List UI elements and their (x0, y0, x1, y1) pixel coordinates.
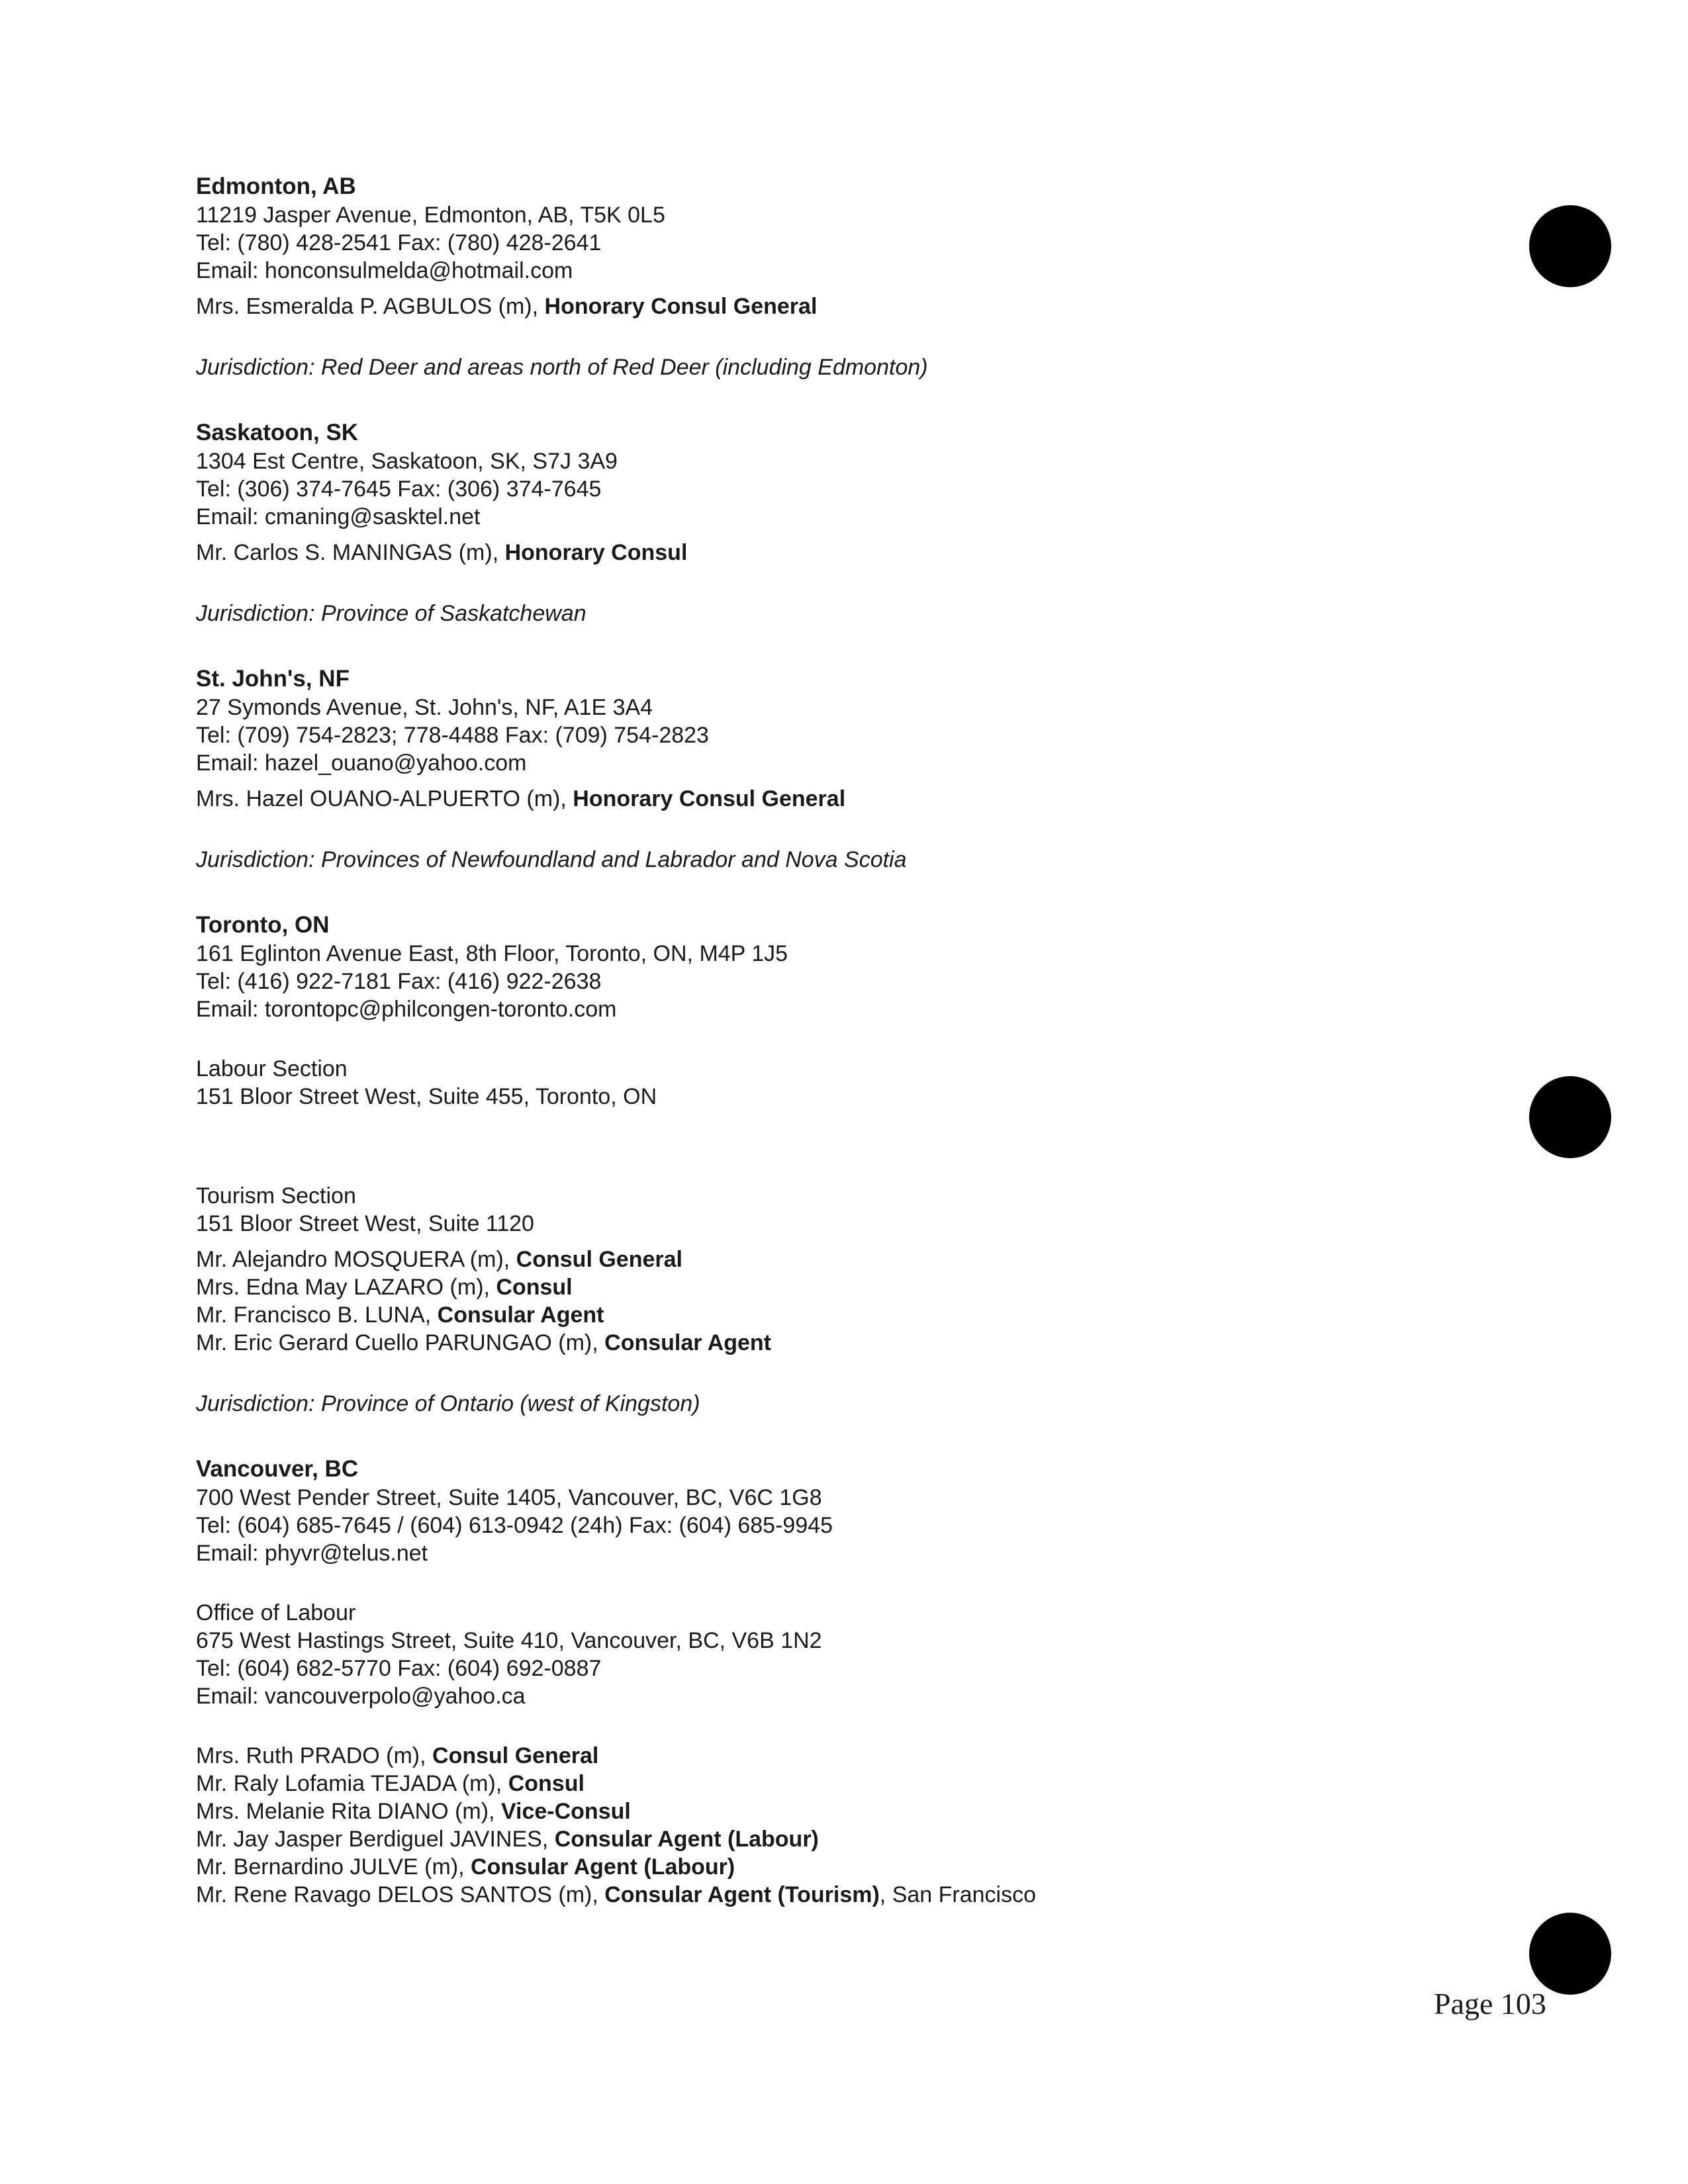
official-title: Honorary Consul General (544, 294, 818, 319)
official-name: Mr. Bernardino JULVE (m), (196, 1854, 471, 1880)
punch-hole-middle (1529, 1076, 1611, 1158)
office-email: Email: phyvr@telus.net (196, 1541, 428, 1566)
official-line (196, 1301, 1487, 1329)
office-address: 27 Symonds Avenue, St. John's, NF, A1E 3A4 (196, 695, 653, 720)
official-line (196, 1329, 1487, 1357)
punch-hole-top (1529, 205, 1611, 287)
official-name: Mrs. Melanie Rita DIANO (m), (196, 1799, 501, 1824)
office-email: Email: honconsulmelda@hotmail.com (196, 258, 573, 283)
official-line (196, 293, 1487, 320)
official-title: Vice-Consul (500, 1799, 631, 1824)
labour-office-email: Email: vancouverpolo@yahoo.ca (196, 1684, 526, 1709)
official-name: Mr. Carlos S. MANINGAS (m), (196, 540, 505, 565)
office-address: 161 Eglinton Avenue East, 8th Floor, Toronto, ON, M4P 1J5 (196, 941, 788, 966)
tourism-section-address: 151 Bloor Street West, Suite 1120 (196, 1211, 534, 1236)
official-name: Mr. Raly Lofamia TEJADA (m), (196, 1771, 508, 1796)
official-title: Consul (508, 1771, 585, 1796)
labour-office-title: Office of Labour (196, 1600, 356, 1625)
office-edmonton (196, 172, 1487, 381)
official-line (196, 1797, 1487, 1825)
document-body (196, 172, 1487, 1909)
office-jurisdiction: Jurisdiction: Provinces of Newfoundland and Labrador and Nova Scotia (196, 847, 907, 872)
official-line (196, 1881, 1487, 1909)
official-line (196, 1742, 1487, 1770)
office-address: 11219 Jasper Avenue, Edmonton, AB, T5K 0L5 (196, 203, 665, 228)
office-st-johns (196, 664, 1487, 874)
office-email: Email: cmaning@sasktel.net (196, 504, 481, 529)
official-location: , San Francisco (879, 1882, 1037, 1907)
official-title: Consular Agent (437, 1302, 604, 1328)
tourism-section-title: Tourism Section (196, 1183, 356, 1208)
official-name: Mr. Francisco B. LUNA, (196, 1302, 438, 1328)
official-title: Consular Agent (Labour) (471, 1854, 735, 1880)
office-address: 1304 Est Centre, Saskatoon, SK, S7J 3A9 (196, 449, 618, 474)
official-title: Honorary Consul (504, 540, 688, 565)
office-phone: Tel: (604) 685-7645 / (604) 613-0942 (24h) Fax: (604) 685-9945 (196, 1513, 833, 1538)
office-city: Edmonton, AB (196, 173, 356, 199)
official-name: Mrs. Ruth PRADO (m), (196, 1743, 433, 1768)
office-vancouver (196, 1455, 1487, 1909)
official-line (196, 539, 1487, 567)
official-name: Mr. Alejandro MOSQUERA (m), (196, 1247, 516, 1272)
official-title: Consular Agent (604, 1330, 772, 1355)
office-email: Email: hazel_ouano@yahoo.com (196, 751, 527, 776)
office-jurisdiction: Jurisdiction: Province of Ontario (west of Kingston) (196, 1391, 700, 1416)
official-title: Consul (496, 1275, 573, 1300)
official-name: Mr. Rene Ravago DELOS SANTOS (m), (196, 1882, 605, 1907)
office-email: Email: torontopc@philcongen-toronto.com (196, 997, 617, 1022)
official-name: Mr. Eric Gerard Cuello PARUNGAO (m), (196, 1330, 605, 1355)
official-title: Consular Agent (Tourism) (604, 1882, 880, 1907)
office-phone: Tel: (780) 428-2541 Fax: (780) 428-2641 (196, 230, 602, 255)
office-city: St. John's, NF (196, 666, 350, 692)
office-city: Toronto, ON (196, 912, 330, 938)
official-name: Mrs. Hazel OUANO-ALPUERTO (m), (196, 786, 573, 811)
official-line (196, 785, 1487, 813)
official-line (196, 1853, 1487, 1881)
office-phone: Tel: (306) 374-7645 Fax: (306) 374-7645 (196, 477, 602, 502)
office-toronto (196, 911, 1487, 1418)
office-phone: Tel: (709) 754-2823; 778-4488 Fax: (709) 754-2823 (196, 723, 709, 748)
official-title: Consul General (516, 1247, 682, 1272)
office-phone: Tel: (416) 922-7181 Fax: (416) 922-2638 (196, 969, 602, 994)
office-jurisdiction: Jurisdiction: Red Deer and areas north of Red Deer (including Edmonton) (196, 355, 928, 380)
official-title: Honorary Consul General (573, 786, 846, 811)
official-line (196, 1273, 1487, 1301)
labour-section-title: Labour Section (196, 1056, 348, 1081)
page-number: Page 103 (1434, 1987, 1546, 2021)
official-line (196, 1246, 1487, 1273)
office-jurisdiction: Jurisdiction: Province of Saskatchewan (196, 601, 586, 626)
office-city: Vancouver, BC (196, 1456, 359, 1482)
official-name: Mr. Jay Jasper Berdiguel JAVINES, (196, 1827, 555, 1852)
official-title: Consul General (432, 1743, 599, 1768)
office-city: Saskatoon, SK (196, 420, 359, 445)
office-address: 700 West Pender Street, Suite 1405, Vancouver, BC, V6C 1G8 (196, 1485, 822, 1510)
official-name: Mrs. Esmeralda P. AGBULOS (m), (196, 294, 545, 319)
official-line (196, 1770, 1487, 1797)
labour-office-address: 675 West Hastings Street, Suite 410, Vancouver, BC, V6B 1N2 (196, 1628, 822, 1653)
official-title: Consular Agent (Labour) (554, 1827, 819, 1852)
punch-hole-bottom (1529, 1913, 1611, 1995)
official-line (196, 1825, 1487, 1853)
official-name: Mrs. Edna May LAZARO (m), (196, 1275, 496, 1300)
office-saskatoon (196, 418, 1487, 627)
labour-section-address: 151 Bloor Street West, Suite 455, Toronto, ON (196, 1084, 657, 1109)
labour-office-phone: Tel: (604) 682-5770 Fax: (604) 692-0887 (196, 1656, 602, 1681)
